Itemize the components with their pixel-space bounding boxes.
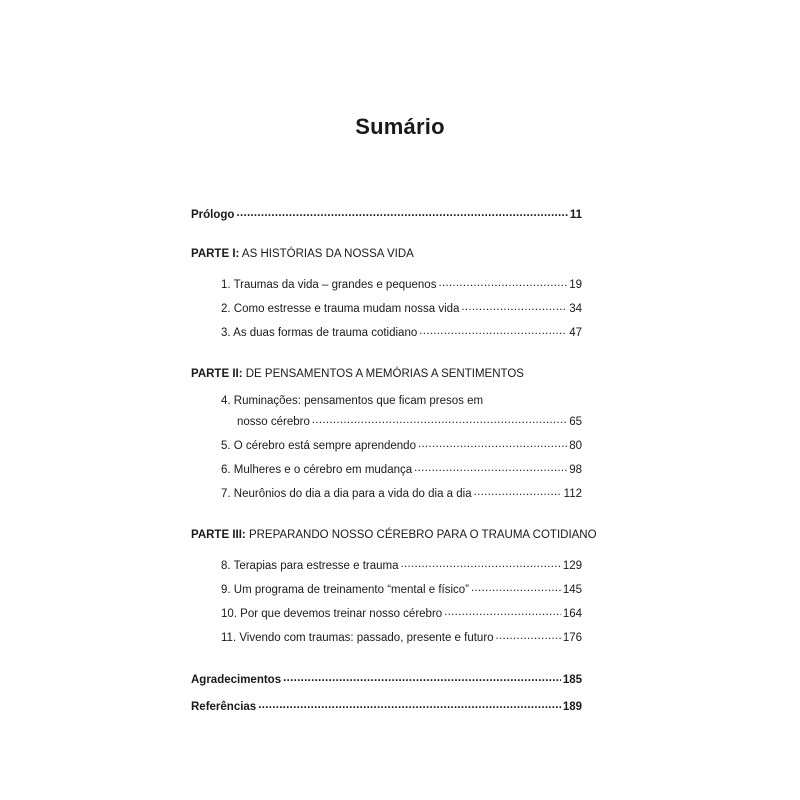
toc-entry-page: 34 bbox=[569, 302, 582, 315]
toc-entry-label: Prólogo bbox=[191, 208, 235, 221]
toc-entry[interactable] bbox=[221, 461, 582, 476]
toc-entry-label: Agradecimentos bbox=[191, 673, 282, 686]
part-label: PARTE II: bbox=[191, 368, 243, 380]
toc-entry-page: 11 bbox=[569, 208, 582, 221]
toc-entry[interactable] bbox=[221, 581, 582, 596]
toc-entry-prologo[interactable] bbox=[191, 206, 582, 221]
toc-entry[interactable] bbox=[221, 605, 582, 620]
toc-entry-label: 11. Vivendo com traumas: passado, presente e futuro bbox=[221, 631, 494, 644]
toc-entry-label: 8. Terapias para estresse e trauma bbox=[221, 559, 399, 572]
toc-entry[interactable] bbox=[237, 413, 582, 428]
toc-entry-label: 7. Neurônios do dia a dia para a vida do dia a dia bbox=[221, 487, 472, 500]
part-heading-1 bbox=[191, 248, 414, 260]
part-title: AS HISTÓRIAS DA NOSSA VIDA bbox=[241, 248, 414, 260]
toc-entry-page: 80 bbox=[569, 439, 582, 452]
part-label: PARTE III: bbox=[191, 529, 246, 541]
toc-entry-label: 6. Mulheres e o cérebro em mudança bbox=[221, 463, 413, 476]
toc-entry[interactable] bbox=[221, 485, 582, 500]
part-title: PREPARANDO NOSSO CÉREBRO PARA O TRAUMA COTIDIANO bbox=[248, 529, 597, 541]
toc-entry-page: 112 bbox=[563, 487, 582, 500]
toc-entry-label: 9. Um programa de treinamento “mental e físico” bbox=[221, 583, 469, 596]
toc-entry-label: 2. Como estresse e trauma mudam nossa vida bbox=[221, 302, 460, 315]
toc-entry-page: 176 bbox=[562, 631, 582, 644]
toc-entry-page: 65 bbox=[569, 415, 582, 428]
toc-entry-label: 3. As duas formas de trauma cotidiano bbox=[221, 326, 418, 339]
toc-entry-label: 10. Por que devemos treinar nosso cérebro bbox=[221, 607, 443, 620]
toc-entry-page: 189 bbox=[562, 700, 582, 713]
toc-entry-page: 47 bbox=[569, 326, 582, 339]
part-heading-2 bbox=[191, 368, 524, 380]
toc-entry-label: nosso cérebro bbox=[237, 415, 310, 428]
toc-entry-page: 129 bbox=[562, 559, 582, 572]
page-title: Sumário bbox=[355, 114, 445, 139]
toc-entry-label: 1. Traumas da vida – grandes e pequenos bbox=[221, 278, 437, 291]
toc-entry[interactable] bbox=[221, 629, 582, 644]
toc-entry-agradecimentos[interactable] bbox=[191, 671, 582, 686]
toc-entry-page: 185 bbox=[562, 673, 582, 686]
toc-entry-page: 164 bbox=[562, 607, 582, 620]
toc-entry-label: 5. O cérebro está sempre aprendendo bbox=[221, 439, 416, 452]
toc-entry[interactable] bbox=[221, 324, 582, 339]
toc-entry-page: 19 bbox=[569, 278, 582, 291]
toc-entry-label: Referências bbox=[191, 700, 257, 713]
toc-entry-page: 145 bbox=[562, 583, 582, 596]
part-heading-3 bbox=[191, 529, 597, 541]
toc-entry[interactable] bbox=[221, 300, 582, 315]
toc-entry-referencias[interactable] bbox=[191, 698, 582, 713]
toc-entry-page: 98 bbox=[569, 463, 582, 476]
toc-entry-label-line1[interactable]: 4. Ruminações: pensamentos que ficam presos em bbox=[221, 395, 484, 407]
toc-entry[interactable] bbox=[221, 437, 582, 452]
toc-entry[interactable] bbox=[221, 276, 582, 291]
toc-entry[interactable] bbox=[221, 557, 582, 572]
part-title: DE PENSAMENTOS A MEMÓRIAS A SENTIMENTOS bbox=[245, 368, 524, 380]
part-label: PARTE I: bbox=[191, 248, 240, 260]
